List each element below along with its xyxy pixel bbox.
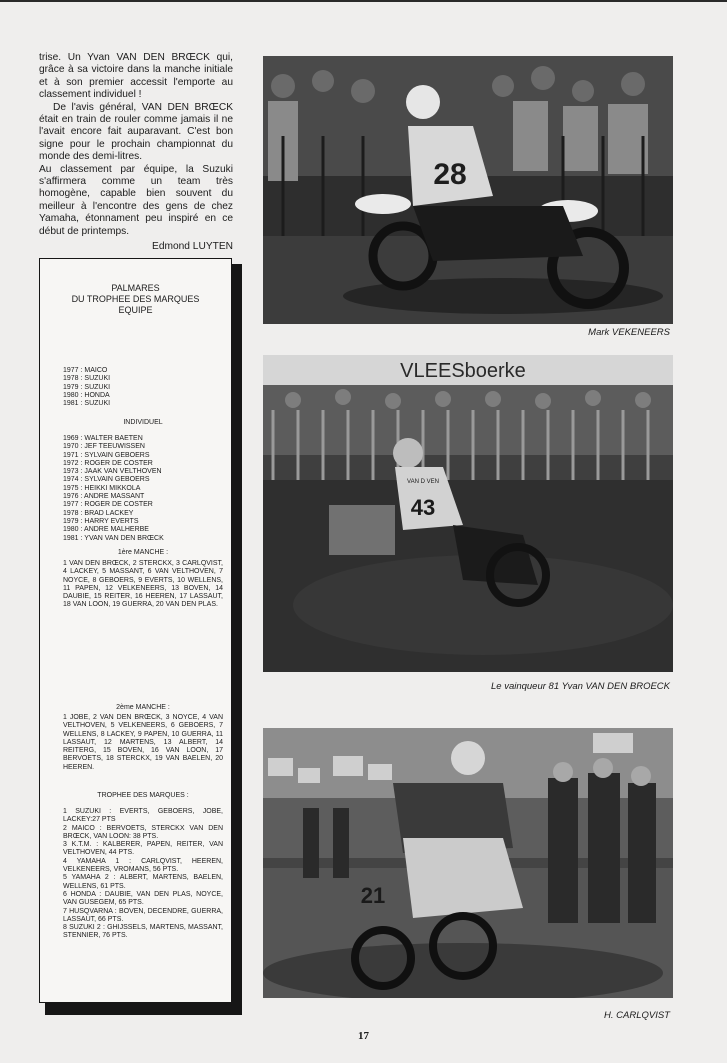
photo-van-den-broeck-image <box>263 355 673 672</box>
equipe-winner-item: 1977 : MAICO <box>63 367 108 374</box>
equipe-list-block <box>63 367 223 408</box>
individuel-list-block <box>63 435 223 543</box>
watermark-logo-icon <box>329 505 395 555</box>
manche1-results: 1 VAN DEN BRŒCK, 2 STERCKX, 3 CARLQVIST, 4 LACKEY, 5 MASSANT, 6 VAN VELTHOVEN, 7 NOYCE, 8 GEBOERS, 9 EVERTS, 10 WELLENS, 11 PAPEN, 12 VELKENEERS, 13 BOVEN, 14 DAUBIE, 15 REITER, 16 HEEREN, 17 LASSAUT, 18 VAN LOON, 19 GUERRA, 20 VAN DEN PLAS. <box>63 560 223 609</box>
top-rule <box>0 0 727 2</box>
equipe-winner-item: 1979 : SUZUKI <box>63 383 111 391</box>
individuel-winner-item: 1974 : SYLVAIN GEBOERS <box>63 476 150 484</box>
rider-number-28: 28 <box>433 158 467 191</box>
trophee-result-item: 6 HONDA : DAUBIE, VAN DEN PLAS, NOYCE, VAN GUSEGEM, 65 PTS. <box>63 890 223 907</box>
trophee-result-item: 7 HUSQVARNA : BOVEN, DECENDRE, GUERRA, LASSAUT, 66 PTS. <box>63 907 223 923</box>
individuel-winner-item: 1980 : ANDRE MALHERBE <box>63 526 149 534</box>
author-signature: Edmond LUYTEN <box>152 241 233 253</box>
individuel-winner-item: 1979 : HARRY EVERTS <box>63 517 139 525</box>
individuel-winner-item: 1977 : ROGER DE COSTER <box>63 501 153 509</box>
individuel-list <box>63 435 223 543</box>
equipe-winner-item: 1981 : SUZUKI <box>63 400 111 408</box>
palmares-title: PALMARES DU TROPHEE DES MARQUES EQUIPE <box>71 283 200 315</box>
photo-carlqvist-image <box>263 728 673 998</box>
intro-paragraph-2: De l'avis général, VAN DEN BRŒCK était en train de rouler comme jamais il ne l'avait encore fait auparavant. C'est bon signe pour le prochain championnat du monde des demi-litres. <box>39 101 233 163</box>
manche2-results: 1 JOBE, 2 VAN DEN BRŒCK, 3 NOYCE, 4 VAN VELTHOVEN, 5 VELKENEERS, 6 GEBOERS, 7 WELLENS, 8 LACKEY, 9 PAPEN, 10 GUERRA, 11 LASSAUT, 12 MARTENS, 13 ALBERT, 14 REITERG, 15 BOVEN, 16 VAN LOON, 17 BERVOETS, 18 STERCKX, 19 VAN BAELEN, 20 HEEREN. <box>63 714 223 771</box>
banner-vleesboerke: VLEESboerke <box>400 360 526 382</box>
palmares-box <box>39 258 232 1003</box>
trophee-heading: TROPHEE DES MARQUES : <box>97 792 189 799</box>
caption-vekeneers: Mark VEKENEERS <box>588 327 670 338</box>
individuel-winner-item: 1970 : JEF TEEUWISSEN <box>63 443 145 451</box>
individuel-heading: INDIVIDUEL <box>123 419 163 426</box>
individuel-winner-item: 1971 : SYLVAIN GEBOERS <box>63 451 150 459</box>
trophee-list <box>63 808 223 941</box>
intro-paragraph-1: trise. Un Yvan VAN DEN BRŒCK qui, grâce à sa victoire dans la manche initiale et à son premier accessit l'emporte au classement individuel ! <box>39 52 233 101</box>
trophee-result-item: 5 YAMAHA 2 : ALBERT, MARTENS, BAELEN, WELLENS, 61 PTS. <box>63 874 223 890</box>
rider-number-43: 43 <box>410 495 436 520</box>
manche1-heading: 1ère MANCHE : <box>117 549 169 556</box>
caption-carlqvist: H. CARLQVIST <box>604 1010 670 1021</box>
individuel-winner-item: 1969 : WALTER BAETEN <box>63 435 143 442</box>
trophee-result-item: 3 K.T.M. : KALBERER, PAPEN, REITER, VAN VELTHOVEN, 44 PTS. <box>63 841 223 857</box>
article-intro-column <box>39 52 233 254</box>
photo-vekeneers-image <box>263 56 673 324</box>
manche2-heading: 2ème MANCHE : <box>116 704 170 711</box>
trophee-result-item: 4 YAMAHA 1 : CARLQVIST, HEEREN, VELKENEERS, VROMANS, 56 PTS. <box>63 857 223 874</box>
photo-van-den-broeck <box>263 355 673 672</box>
individuel-winner-item: 1978 : BRAD LACKEY <box>63 509 134 517</box>
equipe-winner-item: 1980 : HONDA <box>63 391 110 399</box>
individuel-winner-item: 1975 : HEIKKI MIKKOLA <box>63 484 141 492</box>
individuel-winner-item: 1972 : ROGER DE COSTER <box>63 459 153 467</box>
photo-vekeneers <box>263 56 673 324</box>
rider-number-21: 21 <box>360 883 386 908</box>
trophee-result-item: 1 SUZUKI : EVERTS, GEBOERS, JOBE, LACKEY:27 PTS <box>63 808 223 824</box>
individuel-winner-item: 1976 : ANDRE MASSANT <box>63 493 145 501</box>
rider-name-plate: VAN D VEN <box>407 479 439 485</box>
equipe-winner-item: 1978 : SUZUKI <box>63 375 111 383</box>
trophee-list-block <box>63 808 223 941</box>
equipe-list <box>63 367 223 408</box>
photo-carlqvist <box>263 728 673 998</box>
individuel-winner-item: 1973 : JAAK VAN VELTHOVEN <box>63 468 162 476</box>
trophee-result-item: 8 SUZUKI 2 : GHIJSSELS, MARTENS, MASSANT, STENNIER, 76 PTS. <box>63 924 223 940</box>
intro-paragraph-3: Au classement par équipe, la Suzuki s'affirmera comme un team très homogène, capable bien souvent du meilleur à l'encontre des gens de chez Yamaha, étonnament peu inspiré en ce début de printemps. <box>39 163 233 237</box>
individuel-winner-item: 1981 : YVAN VAN DEN BRŒCK <box>63 534 164 542</box>
trophee-result-item: 2 MAICO : BERVOETS, STERCKX VAN DEN BRŒCK, VAN LOON: 38 PTS. <box>63 824 223 840</box>
caption-van-den-broeck: Le vainqueur 81 Yvan VAN DEN BROECK <box>490 681 670 692</box>
page-number: 17 <box>358 1030 369 1042</box>
